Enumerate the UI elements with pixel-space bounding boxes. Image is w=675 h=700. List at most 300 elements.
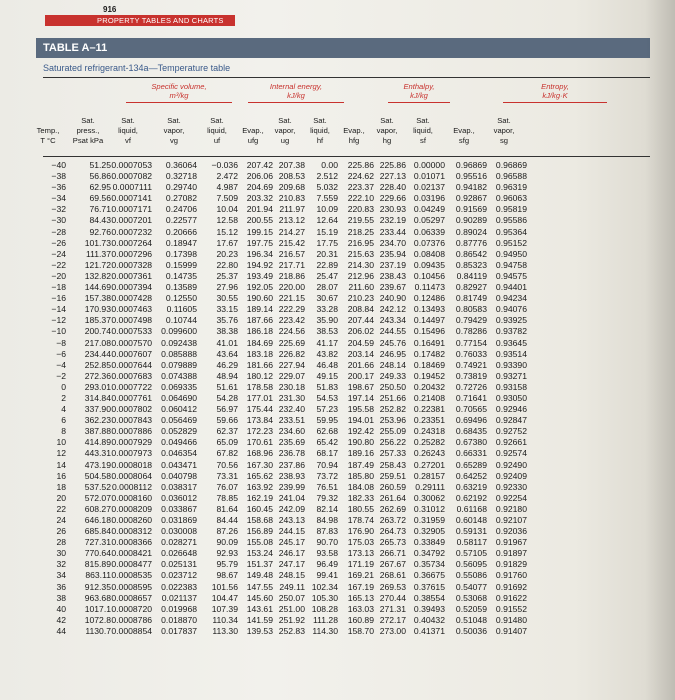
table-cell: 204.59 bbox=[347, 337, 374, 348]
table-cell: 101.56 bbox=[211, 581, 238, 592]
table-cell: 0.91897 bbox=[495, 548, 527, 559]
table-cell: 0.67380 bbox=[455, 437, 487, 448]
table-cell: 181.66 bbox=[246, 359, 273, 370]
table-cell: 0.00 bbox=[321, 160, 338, 170]
table-cell: 22.80 bbox=[216, 259, 238, 270]
table-cell: 0.0008160 bbox=[111, 492, 152, 503]
table-cell: 189.14 bbox=[246, 304, 273, 315]
table-cell: 43.64 bbox=[216, 348, 238, 359]
table-row bbox=[0, 526, 675, 537]
table-cell: 414.89 bbox=[84, 437, 111, 448]
table-cell: 244.15 bbox=[278, 526, 305, 537]
table-cell: 217.71 bbox=[278, 259, 305, 270]
table-row bbox=[0, 559, 675, 570]
table-cell: 67.82 bbox=[216, 448, 238, 459]
table-cell: 0.11473 bbox=[414, 282, 445, 293]
table-cell: 0.93514 bbox=[495, 348, 527, 359]
table-row bbox=[0, 360, 675, 371]
column-header-line: Sat. bbox=[81, 116, 95, 125]
table-cell: 211.97 bbox=[279, 204, 305, 215]
table-cell: 20.23 bbox=[216, 248, 238, 259]
table-cell: 257.33 bbox=[379, 448, 406, 459]
table-cell: 0.37615 bbox=[413, 581, 445, 592]
table-cell: 44 bbox=[56, 625, 66, 636]
table-cell: 0.92752 bbox=[495, 426, 527, 437]
table-cell: 0.0007111 bbox=[112, 182, 152, 193]
table-cell: 241.04 bbox=[278, 492, 305, 503]
table-cell: 0.84119 bbox=[456, 270, 487, 281]
table-cell: 220.00 bbox=[278, 282, 305, 293]
table-cell: 175.03 bbox=[347, 537, 374, 548]
table-cell: 182.33 bbox=[347, 492, 374, 503]
table-cell: 49.15 bbox=[316, 370, 338, 381]
table-cell: 246.17 bbox=[278, 548, 305, 559]
table-cell: 0.15999 bbox=[165, 259, 197, 270]
table-cell: 243.34 bbox=[379, 315, 406, 326]
table-cell: 5.032 bbox=[316, 182, 338, 193]
table-cell: 192.05 bbox=[246, 282, 273, 293]
table-cell: 108.28 bbox=[311, 603, 338, 614]
table-cell: 0.73819 bbox=[455, 370, 487, 381]
table-cell: 362.23 bbox=[84, 415, 111, 426]
table-row bbox=[0, 515, 675, 526]
table-cell: 184.08 bbox=[347, 481, 374, 492]
column-header-line: uf bbox=[213, 136, 221, 145]
column-header-line: sf bbox=[420, 136, 426, 145]
table-cell: 224.62 bbox=[347, 171, 374, 182]
table-cell: 0.93158 bbox=[495, 381, 527, 392]
table-cell: 0.0007141 bbox=[111, 193, 152, 204]
table-cell: 104.47 bbox=[211, 592, 238, 603]
table-cell: 0.72726 bbox=[455, 381, 487, 392]
table-cell: 62.95 bbox=[89, 182, 111, 193]
table-cell: 293.01 bbox=[84, 381, 111, 392]
table-cell: 41.17 bbox=[316, 337, 338, 348]
table-cell: 10.09 bbox=[316, 204, 338, 215]
table-cell: 42 bbox=[56, 614, 66, 625]
table-cell: 92.76 bbox=[89, 226, 111, 237]
table-cell: 206.06 bbox=[246, 171, 273, 182]
column-header-line: liquid, bbox=[413, 126, 433, 135]
table-cell: 187.49 bbox=[347, 459, 374, 470]
table-cell: 0.24706 bbox=[165, 204, 197, 215]
table-cell: 0.060412 bbox=[161, 404, 197, 415]
table-cell: 0.085888 bbox=[161, 348, 197, 359]
table-cell: −10 bbox=[51, 326, 66, 337]
table-cell: 0.0007973 bbox=[111, 448, 152, 459]
table-cell: 237.19 bbox=[379, 259, 406, 270]
table-cell: 212.96 bbox=[347, 270, 374, 281]
column-header-line: Sat. bbox=[121, 116, 135, 125]
table-cell: 214.27 bbox=[278, 226, 305, 237]
table-cell: 252.83 bbox=[278, 625, 305, 636]
table-cell: 99.41 bbox=[316, 570, 338, 581]
table-cell: 195.58 bbox=[347, 404, 374, 415]
table-cell: 211.60 bbox=[348, 282, 374, 293]
table-cell: 207.42 bbox=[246, 160, 273, 170]
table-cell: 0.0007361 bbox=[111, 270, 152, 281]
table-cell: 0.91760 bbox=[495, 570, 527, 581]
table-cell: 132.82 bbox=[84, 270, 111, 281]
table-cell: 0.00000 bbox=[413, 160, 445, 170]
table-cell: 163.92 bbox=[246, 481, 273, 492]
table-cell: 76.71 bbox=[89, 204, 111, 215]
table-cell: 197.14 bbox=[347, 392, 374, 403]
table-cell: 0.0007761 bbox=[111, 392, 152, 403]
table-cell: 0.89024 bbox=[455, 226, 487, 237]
table-cell: 194.01 bbox=[347, 415, 374, 426]
table-cell: 178.58 bbox=[246, 381, 273, 392]
table-cell: −0.036 bbox=[211, 160, 238, 170]
table-cell: 0.32905 bbox=[413, 526, 445, 537]
table-row bbox=[0, 426, 675, 437]
table-cell: 0.0007498 bbox=[111, 315, 152, 326]
table-cell: 38 bbox=[56, 592, 66, 603]
table-cell: 0.0008854 bbox=[111, 625, 152, 636]
table-cell: 10 bbox=[56, 437, 66, 448]
table-row bbox=[0, 215, 675, 226]
table-cell: 0.59131 bbox=[455, 526, 487, 537]
table-row bbox=[0, 193, 675, 204]
table-cell: 0.064690 bbox=[161, 392, 197, 403]
table-cell: 0.91552 bbox=[495, 603, 527, 614]
table-cell: 54.28 bbox=[216, 392, 238, 403]
table-cell: 0.95586 bbox=[495, 215, 527, 226]
table-cell: 0.79429 bbox=[455, 315, 487, 326]
table-cell: 0.046354 bbox=[161, 448, 197, 459]
table-cell: 225.69 bbox=[278, 337, 305, 348]
table-cell: 168.96 bbox=[246, 448, 273, 459]
table-cell: 0.12550 bbox=[165, 293, 197, 304]
column-header-line: vapor, bbox=[274, 126, 296, 135]
table-cell: 0.036012 bbox=[161, 492, 197, 503]
table-cell: 242.12 bbox=[379, 304, 406, 315]
table-row bbox=[0, 504, 675, 515]
table-cell: 22.89 bbox=[316, 259, 338, 270]
column-header-line: vapor, bbox=[376, 126, 398, 135]
column-header-line: vf bbox=[125, 136, 131, 145]
table-cell: 0.94234 bbox=[495, 293, 527, 304]
table-cell: 59.66 bbox=[216, 415, 238, 426]
column-header-line: Psat kPa bbox=[72, 136, 104, 145]
table-cell: 0.92847 bbox=[495, 415, 527, 426]
table-cell: 0.58117 bbox=[456, 537, 487, 548]
table-cell: −32 bbox=[51, 204, 66, 215]
table-cell: 0.0008595 bbox=[111, 581, 152, 592]
table-cell: 2 bbox=[61, 392, 66, 403]
table-cell: 0.91480 bbox=[495, 614, 527, 625]
table-cell: 218.25 bbox=[347, 226, 374, 237]
table-row bbox=[0, 349, 675, 360]
table-cell: 69.56 bbox=[89, 193, 111, 204]
table-cell: 149.48 bbox=[246, 570, 273, 581]
table-cell: 8 bbox=[61, 426, 66, 437]
table-cell: 229.07 bbox=[278, 370, 305, 381]
table-cell: 0.33849 bbox=[413, 537, 445, 548]
table-cell: 16 bbox=[56, 470, 66, 481]
table-cell: 175.44 bbox=[246, 404, 273, 415]
table-cell: 214.30 bbox=[347, 259, 374, 270]
table-cell: 0.38554 bbox=[413, 592, 445, 603]
table-cell: 0.92330 bbox=[495, 481, 527, 492]
table-cell: 1072.8 bbox=[84, 614, 111, 625]
table-cell: 95.79 bbox=[216, 559, 238, 570]
group-underline bbox=[126, 102, 232, 103]
table-cell: 0.0008786 bbox=[111, 614, 152, 625]
table-cell: 4 bbox=[61, 404, 66, 415]
table-cell: 0.13589 bbox=[165, 282, 197, 293]
table-cell: 504.58 bbox=[84, 470, 111, 481]
group-header-title: Specific volume, bbox=[151, 82, 207, 91]
table-cell: 210.23 bbox=[347, 293, 374, 304]
table-cell: 0.12486 bbox=[413, 293, 445, 304]
table-cell: 28 bbox=[56, 537, 66, 548]
table-cell: 0.023712 bbox=[161, 570, 197, 581]
column-header-line: sfg bbox=[458, 136, 470, 145]
table-cell: 235.94 bbox=[379, 248, 406, 259]
table-cell: −16 bbox=[51, 293, 66, 304]
table-cell: 0.25282 bbox=[413, 437, 445, 448]
table-cell: 646.18 bbox=[84, 515, 111, 525]
table-cell: 203.14 bbox=[347, 348, 374, 359]
table-cell: −28 bbox=[51, 226, 66, 237]
column-header-line: T °C bbox=[40, 136, 56, 145]
table-row bbox=[0, 371, 675, 382]
column-header-line: liquid, bbox=[207, 126, 227, 135]
table-cell: 197.75 bbox=[246, 237, 273, 248]
table-cell: 0.91829 bbox=[495, 559, 527, 570]
table-cell: 223.37 bbox=[347, 182, 374, 193]
table-cell: −22 bbox=[51, 259, 66, 270]
table-cell: 232.19 bbox=[379, 215, 406, 226]
column-header-line: Sat. bbox=[416, 116, 430, 125]
table-cell: 863.11 bbox=[85, 570, 111, 581]
group-underline bbox=[503, 102, 607, 103]
table-cell: 0.71641 bbox=[455, 392, 487, 403]
table-cell: 25.47 bbox=[316, 270, 338, 281]
column-header-line: Sat. bbox=[313, 116, 327, 125]
table-cell: 210.83 bbox=[278, 193, 305, 204]
table-cell: 727.31 bbox=[84, 537, 111, 548]
table-row bbox=[0, 249, 675, 260]
table-cell: 0.0007264 bbox=[111, 237, 152, 248]
table-row bbox=[0, 315, 675, 326]
table-cell: 244.55 bbox=[379, 326, 406, 337]
table-cell: 0.0008112 bbox=[112, 481, 152, 492]
table-cell: 200.17 bbox=[347, 370, 374, 381]
group-header-unit: kJ/kg bbox=[410, 91, 428, 100]
table-cell: 170.93 bbox=[84, 304, 111, 315]
table-cell: 0.14497 bbox=[413, 315, 445, 326]
table-cell: 0.0007428 bbox=[111, 293, 152, 304]
table-cell: 230.18 bbox=[278, 381, 305, 392]
table-cell: 35.76 bbox=[216, 315, 238, 326]
table-cell: 234.60 bbox=[278, 426, 305, 437]
table-cell: 68.17 bbox=[316, 448, 338, 459]
table-row bbox=[0, 271, 675, 282]
table-cell: 35.90 bbox=[316, 315, 338, 326]
column-header-line: Evap., bbox=[242, 126, 264, 135]
table-cell: 0.92254 bbox=[495, 492, 527, 503]
table-cell: 0.17398 bbox=[165, 248, 197, 259]
table-cell: 87.83 bbox=[316, 526, 338, 537]
table-cell: 0.06339 bbox=[413, 226, 445, 237]
table-cell: 253.96 bbox=[379, 415, 406, 426]
table-cell: 18 bbox=[56, 481, 66, 492]
table-cell: 0.63219 bbox=[455, 481, 487, 492]
table-row bbox=[0, 437, 675, 448]
table-cell: 105.30 bbox=[311, 592, 338, 603]
column-header-line: Sat. bbox=[497, 116, 511, 125]
table-cell: 261.64 bbox=[379, 492, 406, 503]
table-cell: 0.22577 bbox=[165, 215, 197, 226]
table-cell: 0.78286 bbox=[455, 326, 487, 337]
table-cell: 102.34 bbox=[311, 581, 338, 592]
table-row bbox=[0, 582, 675, 593]
table-cell: 0.0008657 bbox=[111, 592, 152, 603]
table-cell: 73.31 bbox=[216, 470, 238, 481]
top-rule bbox=[43, 77, 650, 78]
table-row bbox=[0, 548, 675, 559]
table-cell: 0.0008366 bbox=[111, 537, 152, 548]
table-cell: 62.68 bbox=[316, 426, 338, 437]
table-cell: 0.93645 bbox=[495, 337, 527, 348]
table-cell: 0.94950 bbox=[495, 248, 527, 259]
table-cell: 252.85 bbox=[84, 359, 111, 370]
table-cell: 26 bbox=[56, 526, 66, 537]
table-cell: 0.043471 bbox=[161, 459, 197, 470]
table-cell: 93.58 bbox=[316, 548, 338, 559]
table-cell: 0.0007607 bbox=[111, 348, 152, 359]
table-cell: 30 bbox=[56, 548, 66, 559]
table-cell: 0.57105 bbox=[455, 548, 487, 559]
table-cell: 155.08 bbox=[246, 537, 273, 548]
table-row bbox=[0, 160, 675, 171]
table-cell: 208.53 bbox=[278, 171, 305, 182]
table-cell: 186.18 bbox=[246, 326, 273, 337]
table-cell: 78.85 bbox=[216, 492, 238, 503]
table-cell: 251.00 bbox=[278, 603, 305, 614]
table-cell: 251.92 bbox=[278, 614, 305, 625]
table-cell: 0.94182 bbox=[455, 182, 487, 193]
table-cell: 0.96869 bbox=[495, 160, 527, 170]
table-cell: 0.92661 bbox=[495, 437, 527, 448]
table-cell: 46.29 bbox=[216, 359, 238, 370]
table-cell: 314.84 bbox=[84, 392, 111, 403]
table-cell: 0.18469 bbox=[413, 359, 445, 370]
table-cell: 0.91407 bbox=[495, 625, 527, 636]
table-cell: 96.49 bbox=[316, 559, 338, 570]
table-cell: 0.17482 bbox=[413, 348, 445, 359]
column-header-line: hg bbox=[382, 136, 392, 145]
table-cell: 271.31 bbox=[379, 603, 406, 614]
column-header-line: Sat. bbox=[278, 116, 292, 125]
table-cell: 0.51048 bbox=[455, 614, 487, 625]
table-cell: 234.44 bbox=[84, 348, 111, 359]
table-cell: 0.31959 bbox=[413, 515, 445, 525]
column-header-line: Evap., bbox=[453, 126, 475, 135]
table-cell: 0.0008018 bbox=[111, 459, 152, 470]
table-cell: 0.0008260 bbox=[111, 515, 152, 525]
table-cell: 0.0008312 bbox=[111, 526, 152, 537]
table-cell: 111.37 bbox=[85, 248, 111, 259]
table-cell: 0.95516 bbox=[455, 171, 487, 182]
table-cell: 10.04 bbox=[216, 204, 238, 215]
table-cell: 38.38 bbox=[216, 326, 238, 337]
column-header-line: Sat. bbox=[380, 116, 394, 125]
table-cell: −26 bbox=[51, 237, 66, 248]
table-row bbox=[0, 338, 675, 349]
table-cell: 34 bbox=[56, 570, 66, 581]
table-cell: 0.95364 bbox=[495, 226, 527, 237]
table-cell: 0.77154 bbox=[455, 337, 487, 348]
table-cell: 221.15 bbox=[278, 293, 305, 304]
table-cell: 84.44 bbox=[216, 515, 238, 525]
table-cell: 160.89 bbox=[347, 614, 374, 625]
column-header-line: vapor, bbox=[163, 126, 185, 135]
table-cell: 0.41371 bbox=[413, 625, 445, 636]
table-cell: 28.07 bbox=[316, 282, 338, 293]
table-row bbox=[0, 171, 675, 182]
table-cell: 243.13 bbox=[278, 515, 305, 525]
table-cell: 0.021137 bbox=[161, 592, 197, 603]
table-cell: 204.69 bbox=[246, 182, 273, 193]
table-cell: 165.13 bbox=[347, 592, 374, 603]
table-cell: 145.60 bbox=[246, 592, 273, 603]
table-cell: 0.040798 bbox=[161, 470, 197, 481]
table-cell: 0.92107 bbox=[495, 515, 527, 525]
table-cell: 216.57 bbox=[278, 248, 305, 259]
table-cell: 0.0007053 bbox=[111, 160, 152, 170]
table-cell: 153.24 bbox=[246, 548, 273, 559]
table-cell: 912.35 bbox=[84, 581, 111, 592]
table-cell: 0.92409 bbox=[495, 470, 527, 481]
table-cell: 107.39 bbox=[211, 603, 238, 614]
table-cell: 25.37 bbox=[216, 270, 238, 281]
table-cell: 0.0007201 bbox=[111, 215, 152, 226]
table-cell: 144.69 bbox=[84, 282, 111, 293]
table-cell: 0.11605 bbox=[166, 304, 197, 315]
table-cell: 0.0007533 bbox=[111, 326, 152, 337]
group-header-unit: kJ/kg bbox=[287, 91, 305, 100]
table-row bbox=[0, 382, 675, 393]
table-cell: 0.069335 bbox=[161, 381, 197, 392]
table-cell: 173.84 bbox=[246, 415, 273, 426]
table-row bbox=[0, 227, 675, 238]
table-row bbox=[0, 304, 675, 315]
table-cell: −12 bbox=[51, 315, 66, 326]
table-cell: 167.19 bbox=[347, 581, 374, 592]
column-header-line: Temp., bbox=[36, 126, 60, 135]
table-cell: 0.65289 bbox=[455, 459, 487, 470]
table-cell: 0.0007843 bbox=[111, 415, 152, 426]
table-cell: 51.61 bbox=[216, 381, 238, 392]
table-cell: 0.0007886 bbox=[111, 426, 152, 437]
table-cell: 0.079889 bbox=[161, 359, 197, 370]
table-cell: 270.44 bbox=[379, 592, 406, 603]
page-shadow bbox=[645, 0, 675, 700]
table-cell: 158.70 bbox=[347, 625, 374, 636]
table-cell: 17.75 bbox=[316, 237, 338, 248]
table-cell: 234.70 bbox=[379, 237, 406, 248]
table-row bbox=[0, 570, 675, 581]
table-cell: 237.86 bbox=[278, 459, 305, 470]
table-cell: 207.44 bbox=[347, 315, 374, 326]
table-cell: 266.71 bbox=[379, 548, 406, 559]
table-cell: 110.34 bbox=[212, 614, 238, 625]
table-cell: 6 bbox=[61, 415, 66, 426]
table-cell: 0.028271 bbox=[161, 537, 197, 548]
